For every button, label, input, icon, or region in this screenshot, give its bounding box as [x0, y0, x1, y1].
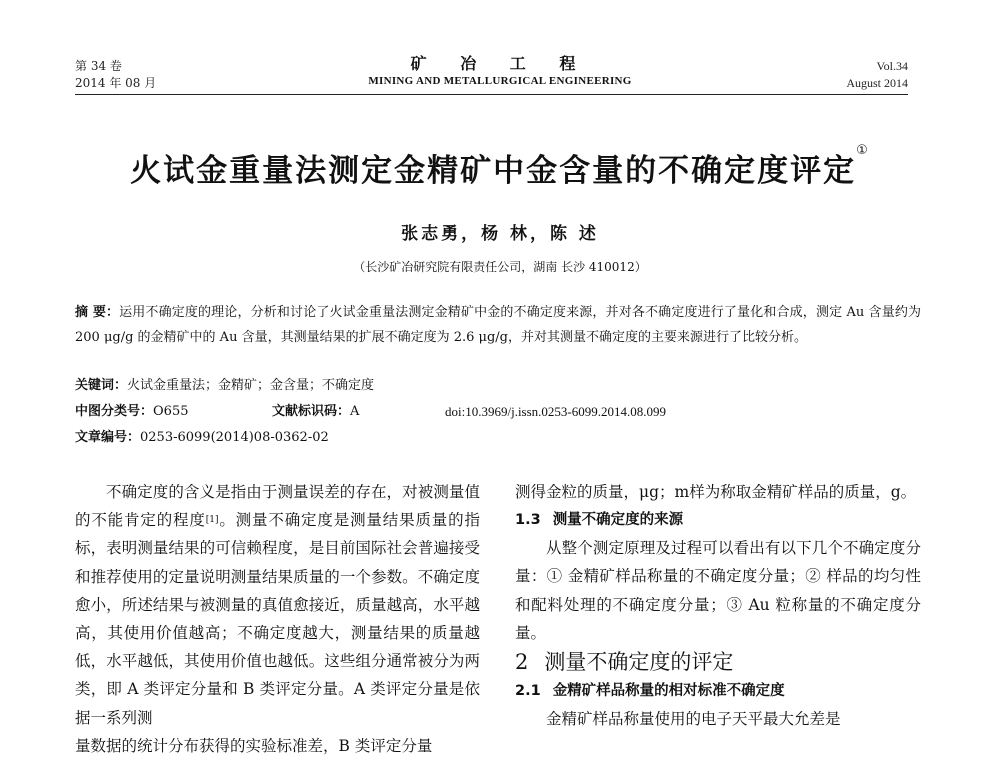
title-footnote-mark: ① — [856, 143, 870, 158]
cut-off-line: 金精矿样品称量使用的电子天平最大允差是 — [546, 710, 841, 729]
journal-name-cn: 矿 冶 工 程 — [410, 54, 590, 73]
header-volume-en: Vol.34 — [876, 59, 908, 73]
article-title — [0, 145, 1000, 190]
header-rule — [75, 94, 908, 95]
header-date-cn: 2014 年 08 月 — [75, 76, 157, 90]
uncertainty-sources-paragraph: 从整个测定原理及过程可以看出有以下几个不确定度分量：① 金精矿样品称量的不确定度分量；② 样品的均匀性和配料处理的不确定度分量；③ Au 粒称量的不确定度分量。 — [515, 539, 921, 642]
section-2-heading: 2 测量不确定度的评定 — [515, 650, 734, 675]
right-column — [515, 478, 921, 729]
clc-label: 中图分类号： — [75, 404, 154, 419]
formula-explanation: 测得金粒的质量，μg；m样为称取金精矿样品的质量，g。 — [515, 483, 917, 501]
abstract-label: 摘 要： — [75, 305, 120, 320]
doc-code-label: 文献标识码： — [272, 404, 351, 419]
left-column — [75, 478, 480, 755]
authors: 张志勇，杨 林，陈 述 — [401, 224, 599, 244]
article-number-label: 文章编号： — [75, 430, 141, 445]
keywords-label: 关键词： — [75, 378, 128, 393]
section-2-1-heading: 2.1 金精矿样品称量的相对标准不确定度 — [515, 683, 785, 700]
header-journal — [300, 54, 700, 88]
abstract — [75, 300, 921, 350]
section-1-3-heading: 1.3 测量不确定度的来源 — [515, 512, 684, 529]
classification-line — [75, 401, 189, 423]
doi: doi:10.3969/j.issn.0253-6099.2014.08.099 — [445, 404, 667, 419]
affiliation: （长沙矿冶研究院有限责任公司，湖南 长沙 410012） — [353, 260, 647, 274]
header-right — [846, 58, 908, 92]
reference-marker: [1] — [205, 515, 219, 526]
header-volume-cn: 第 34 卷 — [75, 59, 122, 73]
doc-code-line — [272, 401, 359, 423]
keywords-line — [75, 375, 374, 397]
doc-code-value: A — [350, 404, 360, 419]
keywords: 火试金重量法；金精矿；金含量；不确定度 — [127, 378, 375, 393]
title-text: 火试金重量法测定金精矿中金含量的不确定度评定 — [130, 153, 857, 189]
cut-off-line: 量数据的统计分布获得的实验标准差，B 类评定分量 — [75, 736, 433, 755]
journal-name-en: MINING AND METALLURGICAL ENGINEERING — [368, 75, 632, 87]
article-number-line — [75, 427, 329, 449]
header-date-en: August 2014 — [846, 76, 908, 90]
clc-value: O655 — [153, 404, 189, 419]
abstract-text: 运用不确定度的理论，分析和讨论了火试金重量法测定金精矿中金的不确定度来源，并对各不确定度进行了量化和合成，测定 Au 含量约为 200 μg/g 的金精矿中的 Au 含量，其测量结果的扩展不确定度为 2.6 μg/g，并对其测量不确定度的主要来源进行了比较分析。 — [75, 305, 921, 345]
article-number: 0253-6099(2014)08-0362-02 — [140, 430, 329, 445]
intro-paragraph: 不确定度的含义是指由于测量误差的存在，对被测量值的不能肯定的程度[1]。测量不确定度是测量结果质量的指标，表明测量结果的可信赖程度，是目前国际社会普遍接受和推荐使用的定量说明测量结果质量的一个参数。不确定度愈小，所述结果与被测量的真值愈接近，质量越高，水平越高，其使用价值越高；不确定度越大，测量结果的质量越低，水平越低，其使用价值也越低。这些组分通常被分为两类，即 A 类评定分量和 B 类评定分量。A 类评定分量是依据一系列测 — [75, 483, 480, 727]
header-left — [75, 58, 156, 92]
